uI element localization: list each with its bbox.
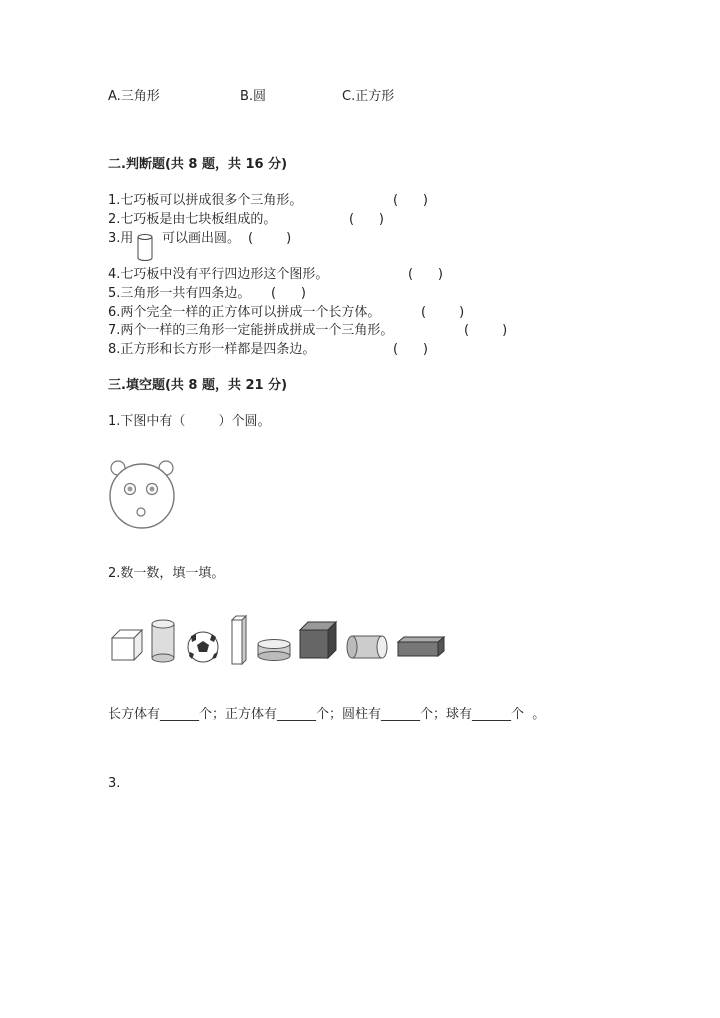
cube-shape-1 xyxy=(112,630,142,660)
cuboid-shape-1 xyxy=(232,616,246,664)
judgment-item-1: 1.七巧板可以拼成很多个三角形。 xyxy=(108,193,303,208)
judgment-item-4: 4.七巧板中没有平行四边形这个图形。 xyxy=(108,267,329,282)
fill-question-3: 3. xyxy=(108,776,121,791)
solids-figure xyxy=(108,612,453,668)
judgment-item-6: 6.两个完全一样的正方体可以拼成一个长方体。 xyxy=(108,305,381,320)
judgment-item-3-after: 可以画出圆。 xyxy=(162,231,241,246)
cylinder-shape-2 xyxy=(258,640,290,661)
judgment-item-5: 5.三角形一共有四条边。 xyxy=(108,286,251,301)
judgment-item-8: 8.正方形和长方形一样都是四条边。 xyxy=(108,342,316,357)
section-heading-fill-blank: 三.填空题(共 8 题，共 21 分) xyxy=(108,378,288,393)
cylinder-shape-3 xyxy=(347,636,387,658)
judgment-item-3-paren: ( ) xyxy=(248,231,292,246)
cuboid-shape-2 xyxy=(398,637,444,656)
cylinder-icon xyxy=(136,233,154,263)
fill-question-1: 1.下图中有（ ）个圆。 xyxy=(108,414,271,429)
judgment-item-4-paren: ( ) xyxy=(408,267,443,282)
bear-face-figure xyxy=(104,457,184,531)
fill-question-2: 2.数一数，填一填。 xyxy=(108,566,225,581)
fill-question-2-answer-line: 长方体有______个；正方体有______个；圆柱有______个；球有______个 。 xyxy=(108,707,546,722)
judgment-item-2: 2.七巧板是由七块板组成的。 xyxy=(108,212,277,227)
judgment-item-8-paren: ( ) xyxy=(393,342,428,357)
judgment-item-6-paren: ( ) xyxy=(421,305,465,320)
cylinder-shape-1 xyxy=(152,620,174,662)
judgment-item-7-paren: ( ) xyxy=(464,323,508,338)
judgment-item-1-paren: ( ) xyxy=(393,193,428,208)
judgment-item-7: 7.两个一样的三角形一定能拼成拼成一个三角形。 xyxy=(108,323,394,338)
judgment-item-3-before: 3.用 xyxy=(108,231,134,246)
section-heading-judgment: 二.判断题(共 8 题，共 16 分) xyxy=(108,157,288,172)
option-b: B.圆 xyxy=(240,89,267,104)
option-a: A.三角形 xyxy=(108,89,160,104)
ball-shape xyxy=(188,632,218,662)
judgment-item-2-paren: ( ) xyxy=(349,212,384,227)
judgment-item-5-paren: ( ) xyxy=(271,286,306,301)
cube-shape-2 xyxy=(300,622,336,658)
option-c: C.正方形 xyxy=(342,89,395,104)
